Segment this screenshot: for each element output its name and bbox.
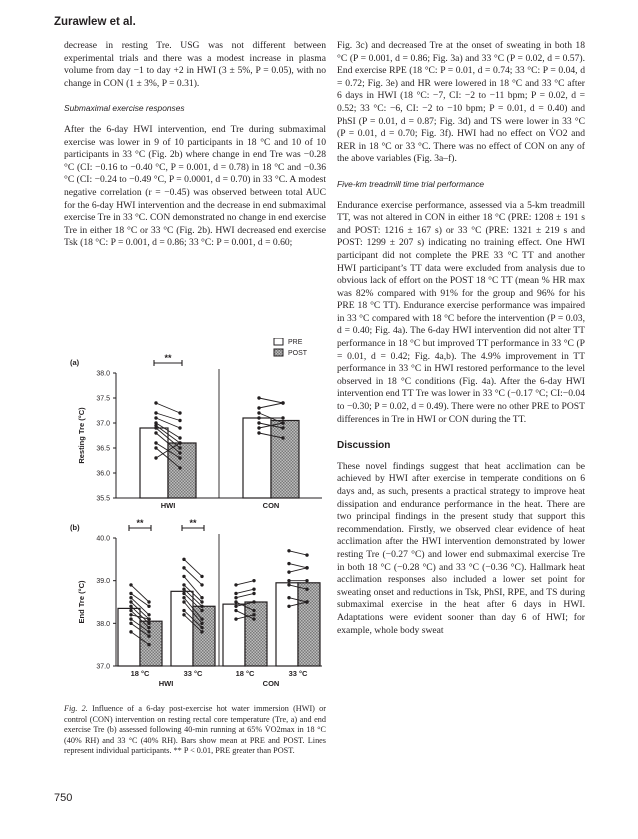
individual-point-post xyxy=(178,451,181,454)
individual-point-post xyxy=(200,583,203,586)
individual-point-pre xyxy=(287,596,290,599)
group-label: HWI xyxy=(158,679,174,688)
panel-label: (a) xyxy=(70,358,80,367)
individual-point-pre xyxy=(129,596,132,599)
individual-point-pre xyxy=(154,411,157,414)
individual-point-pre xyxy=(257,431,260,434)
individual-point-post xyxy=(178,411,181,414)
individual-point-post xyxy=(147,630,150,633)
legend-label-post: POST xyxy=(288,350,308,357)
individual-point-pre xyxy=(182,583,185,586)
individual-line xyxy=(289,568,307,572)
individual-point-pre xyxy=(287,562,290,565)
individual-point-pre xyxy=(234,609,237,612)
individual-point-pre xyxy=(154,431,157,434)
individual-point-pre xyxy=(129,592,132,595)
individual-point-post xyxy=(305,588,308,591)
individual-line xyxy=(236,589,254,593)
category-label: 33 °C xyxy=(183,669,203,678)
bar-post xyxy=(168,443,196,498)
running-head: Zurawlew et al. xyxy=(54,16,136,28)
individual-point-pre xyxy=(234,617,237,620)
bar-post xyxy=(298,583,320,666)
legend-swatch-pre xyxy=(274,338,283,345)
individual-point-post xyxy=(147,626,150,629)
individual-point-pre xyxy=(182,613,185,616)
individual-point-pre xyxy=(182,558,185,561)
y-tick-label: 38.0 xyxy=(96,370,110,378)
individual-point-pre xyxy=(287,570,290,573)
significance-label: ** xyxy=(136,518,144,528)
individual-point-pre xyxy=(257,421,260,424)
y-tick-label: 35.5 xyxy=(96,495,110,503)
individual-line xyxy=(259,403,283,408)
individual-point-pre xyxy=(154,426,157,429)
left-column xyxy=(64,40,326,250)
individual-point-pre xyxy=(154,401,157,404)
category-label: 18 °C xyxy=(130,669,150,678)
individual-point-post xyxy=(200,600,203,603)
individual-point-pre xyxy=(182,596,185,599)
significance-label: ** xyxy=(189,518,197,528)
individual-point-post xyxy=(252,579,255,582)
legend-label-pre: PRE xyxy=(288,339,303,346)
individual-point-pre xyxy=(154,441,157,444)
y-tick-label: 36.0 xyxy=(96,470,110,478)
individual-point-pre xyxy=(234,592,237,595)
caption-label: Fig. 2. xyxy=(64,704,88,713)
panel-label: (b) xyxy=(70,523,80,532)
individual-point-pre xyxy=(129,609,132,612)
page-number: 750 xyxy=(54,792,73,804)
individual-point-post xyxy=(252,600,255,603)
individual-point-pre xyxy=(234,596,237,599)
individual-point-pre xyxy=(257,416,260,419)
individual-point-pre xyxy=(154,456,157,459)
paragraph: After the 6-day HWI intervention, end Tre during submaximal exercise was lower in 9 of 10 participants in 18 °C and 10 of 10 participants in 33 °C (Fig. 2b) where change in end Tre was −0.28 °C (CI: −0.16 to −0.40 °C, P = 0.001, d = 0.78) in 18 °C and −0.36 °C (CI: −0.24 to −0.49 °C, P = 0.0001, d = 0.70) in 33 °C. A modest negative correlation (r = −0.45) was observed between total AUC for the 6-day HWI intervention and the decrease in end submaximal exercise Tre in 33 °C. CON demonstrated no change in end exercise Tre in either 18 °C or 33 °C (Fig. 2b). HWI decreased end exercise Tsk (18 °C: P = 0.001, d = 0.86; 33 °C: P = 0.001, d = 0.60; xyxy=(64,123,326,249)
individual-point-pre xyxy=(129,622,132,625)
individual-point-post xyxy=(252,613,255,616)
individual-point-post xyxy=(252,592,255,595)
individual-point-pre xyxy=(234,600,237,603)
individual-point-post xyxy=(178,446,181,449)
individual-point-post xyxy=(147,622,150,625)
bar-pre xyxy=(118,608,140,666)
category-label: CON xyxy=(262,501,280,510)
individual-point-pre xyxy=(234,583,237,586)
y-axis-title: End Tre (°C) xyxy=(77,580,86,624)
category-label: 18 °C xyxy=(235,669,255,678)
individual-line xyxy=(156,403,180,413)
individual-point-pre xyxy=(182,609,185,612)
individual-point-post xyxy=(147,643,150,646)
individual-point-post xyxy=(281,426,284,429)
individual-point-post xyxy=(200,630,203,633)
individual-point-pre xyxy=(182,575,185,578)
individual-line xyxy=(184,568,202,585)
individual-point-post xyxy=(200,617,203,620)
individual-point-pre xyxy=(154,416,157,419)
paragraph: decrease in resting Tre. USG was not different between experimental trials and there was a modest increase in plasma volume from day −1 to day +2 in HWI (3 ± 5%, P = 0.05), with no change in CON (1 ± 3%, P = 0.31). xyxy=(64,40,326,89)
individual-point-post xyxy=(305,566,308,569)
bar-pre xyxy=(140,428,168,498)
section-heading: Submaximal exercise responses xyxy=(64,103,185,114)
individual-point-post xyxy=(147,605,150,608)
individual-point-post xyxy=(178,436,181,439)
figure-2-chart xyxy=(64,338,326,698)
paragraph: Fig. 3c) and decreased Tre at the onset of sweating in both 18 °C (P = 0.001, d = 0.86; Fig. 3a) and 33 °C (P = 0.02, d = 0.57). End exercise RPE (18 °C: P = 0.01, d = 0.74; 33 °C: P = 0.04, d = 0.72; Fig. 3e) and HR were lowered in 18 °C and 33 °C after 6 days in HWI (18 °C: −7, CI: −2 to −11 bpm; P = 0.02, d = 0.52; 33 °C: −6, CI: −2 to −10 bpm; P = 0.01, d = 0.40) and PhSI (P = 0.01, d = 0.87; Fig. 3d) and TS were lower in 33 °C (P = 0.01, d = 0.70; Fig. 3f). HWI had no effect on V̇O2 and RER in 18 °C or 33 °C. There was no effect of CON on any of the above variables (Fig. 3a–f). xyxy=(337,40,585,165)
individual-point-pre xyxy=(257,396,260,399)
individual-line xyxy=(236,593,254,597)
category-label: HWI xyxy=(160,501,176,510)
individual-point-post xyxy=(178,456,181,459)
individual-point-pre xyxy=(129,600,132,603)
discussion-heading: Discussion xyxy=(337,440,391,452)
individual-point-post xyxy=(305,553,308,556)
y-axis-title: Resting Tre (°C) xyxy=(77,407,86,464)
y-tick-label: 37.5 xyxy=(96,395,110,403)
caption-text: Influence of a 6-day post-exercise hot water immersion (HWI) or control (CON) intervention on resting rectal core temperature (Tre, a) and end exercise Tre (b) assessed following 40-min running at 65% V̇O2max in 18 °C (40% RH) and 33 °C (40% RH). Bars show mean at PRE and POST. Lines represent individual participants. ** P < 0.01, PRE greater than POST. xyxy=(64,704,326,756)
paragraph: These novel findings suggest that heat acclimation can be achieved by HWI after exercise in temperate conditions on 6 days and, as such, presents a practical strategy to improve heat dissipation and endurance performance in the heat. There are two principal findings in the present study that support this recommendation. Firstly, we observed clear evidence of heat acclimation after the HWI intervention demonstrated by lower resting Tre (−0.27 °C) and lower end submaximal exercise Tre in both 18 °C (−0.28 °C) and 33 °C (−0.36 °C). Hallmark heat acclimation responses also included a lower set point for sweating onset and reductions in Tsk, PhSI, RPE, and TS during submaximal exercise in the heat after 6 days in HWI. Adaptations were evident sooner than day 6 of HWI; for example, whole body sweat xyxy=(337,460,585,636)
section-heading: Five-km treadmill time trial performance xyxy=(337,178,485,189)
individual-point-post xyxy=(147,600,150,603)
individual-point-pre xyxy=(257,411,260,414)
individual-point-pre xyxy=(182,566,185,569)
individual-point-post xyxy=(252,588,255,591)
y-tick-label: 37.0 xyxy=(96,420,110,428)
individual-point-pre xyxy=(287,605,290,608)
individual-line xyxy=(236,581,254,585)
bar-post xyxy=(271,421,299,499)
individual-point-post xyxy=(281,416,284,419)
individual-point-pre xyxy=(257,426,260,429)
individual-line xyxy=(184,559,202,576)
y-tick-label: 36.5 xyxy=(96,445,110,453)
individual-point-pre xyxy=(129,630,132,633)
individual-line xyxy=(289,564,307,568)
individual-point-post xyxy=(200,622,203,625)
bar-pre xyxy=(243,418,271,498)
individual-point-pre xyxy=(182,600,185,603)
individual-point-pre xyxy=(129,583,132,586)
individual-point-post xyxy=(147,613,150,616)
individual-point-post xyxy=(305,579,308,582)
individual-point-post xyxy=(147,634,150,637)
individual-point-post xyxy=(200,575,203,578)
individual-point-pre xyxy=(129,605,132,608)
figure-caption xyxy=(64,704,326,757)
group-label: CON xyxy=(262,679,280,688)
individual-point-post xyxy=(200,596,203,599)
individual-point-post xyxy=(178,419,181,422)
individual-point-post xyxy=(147,617,150,620)
y-tick-label: 38.0 xyxy=(96,620,110,628)
individual-point-pre xyxy=(182,592,185,595)
individual-point-pre xyxy=(154,446,157,449)
individual-point-post xyxy=(281,421,284,424)
individual-point-post xyxy=(305,600,308,603)
individual-point-post xyxy=(178,441,181,444)
y-tick-label: 40.0 xyxy=(96,535,110,543)
individual-point-post xyxy=(178,426,181,429)
individual-point-pre xyxy=(182,588,185,591)
right-column xyxy=(337,40,585,637)
bar-pre xyxy=(276,583,298,666)
individual-point-post xyxy=(252,617,255,620)
bar-pre xyxy=(171,591,193,666)
individual-point-post xyxy=(200,609,203,612)
individual-point-pre xyxy=(287,579,290,582)
individual-point-post xyxy=(281,401,284,404)
individual-line xyxy=(259,398,283,403)
paragraph: Endurance exercise performance, assessed via a 5-km treadmill TT, was not altered in CON in either 18 °C (PRE: 1208 ± 191 s and POST: 1216 ± 167 s) or 33 °C (PRE: 1321 ± 219 s and POST: 1299 ± 207 s) indicating no training effect. One HWI participant did not complete the PRE 33 °C TT and another HWI participant’s TT data were excluded from analysis due to obvious lack of effort on the POST 18 °C TT (mean % HR max was 82% compared with 91% for the group and 96% for his PRE 18 °C TT). Endurance exercise performance was impaired in 33 °C compared with 18 °C before the intervention (P = 0.03, d = 0.40; Fig. 4a). The 6-day HWI intervention did not alter TT performance in 18 °C but improved TT performance in 33 °C (P = 0.01, d = 0.42; Fig. 4a,b). The 4.9% improvement in TT performance in 33 °C in HWI restored performance to the level observed in 18 °C conditions (Fig. 4a). After the 6-day HWI intervention end TT Tre was lower in 33 °C (−0.17 °C; CI:−0.04 to −0.30; P = 0.02, d = 0.49). There were no other PRE to POST differences in Tre in HWI or CON during the TT. xyxy=(337,199,585,425)
figure-2 xyxy=(64,338,326,698)
y-tick-label: 39.0 xyxy=(96,578,110,586)
individual-point-pre xyxy=(234,605,237,608)
bar-post xyxy=(245,602,267,666)
individual-point-post xyxy=(200,626,203,629)
significance-label: ** xyxy=(164,353,172,363)
individual-point-post xyxy=(178,466,181,469)
individual-point-pre xyxy=(287,583,290,586)
individual-point-pre xyxy=(287,549,290,552)
individual-point-pre xyxy=(257,406,260,409)
individual-point-pre xyxy=(129,617,132,620)
legend-swatch-post xyxy=(274,349,283,356)
individual-point-pre xyxy=(129,613,132,616)
individual-point-post xyxy=(200,605,203,608)
y-tick-label: 37.0 xyxy=(96,663,110,671)
category-label: 33 °C xyxy=(288,669,308,678)
individual-point-post xyxy=(252,609,255,612)
individual-point-post xyxy=(281,436,284,439)
bar-post xyxy=(193,606,215,666)
individual-line xyxy=(289,551,307,555)
